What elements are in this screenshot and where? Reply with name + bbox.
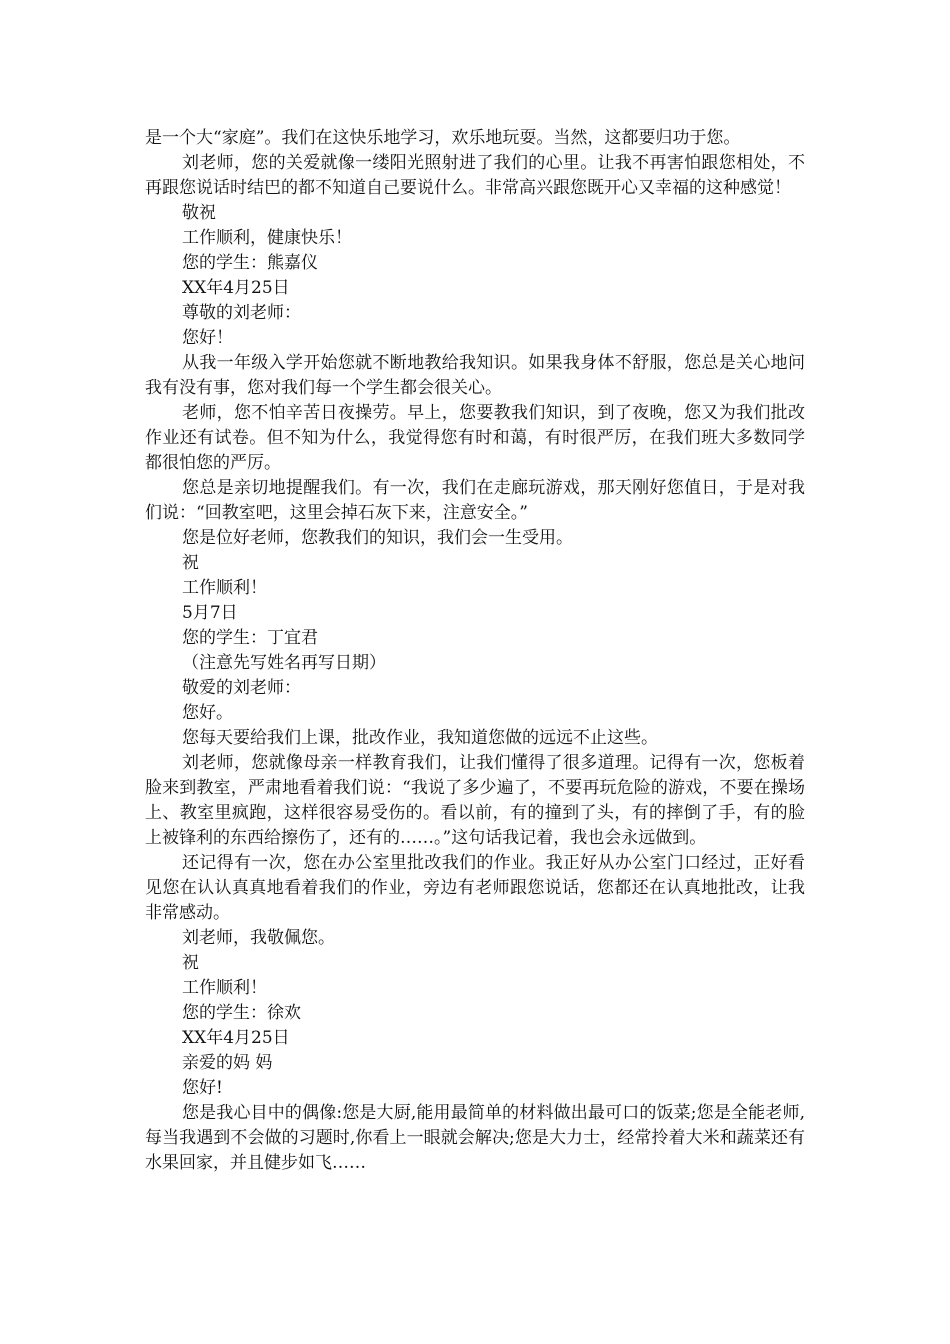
paragraph: 老师，您不怕辛苦日夜操劳。早上，您要教我们知识，到了夜晚，您又为我们批改作业还有试卷。但不知为什么，我觉得您有时和蔼，有时很严厉，在我们班大多数同学都很怕您的严厉。 (145, 403, 805, 473)
paragraph: 工作顺利！ (182, 978, 267, 998)
document-body (145, 126, 805, 1176)
paragraph: XX年4月25日 (182, 1028, 290, 1048)
paragraph: 工作顺利，健康快乐！ (182, 228, 352, 248)
paragraph: 刘老师，您就像母亲一样教育我们，让我们懂得了很多道理。记得有一次，您板着脸来到教室，严肃地看着我们说：“我说了多少遍了，不要再玩危险的游戏，不要在操场上、教室里疯跑，这样很容易受伤的。看以前，有的撞到了头，有的摔倒了手，有的脸上被锋利的东西给擦伤了，还有的……。”这句话我记着，我也会永远做到。 (145, 753, 805, 848)
paragraph: 刘老师，您的关爱就像一缕阳光照射进了我们的心里。让我不再害怕跟您相处，不再跟您说话时结巴的都不知道自己要说什么。非常高兴跟您既开心又幸福的这种感觉！ (145, 153, 805, 198)
paragraph: 工作顺利！ (182, 578, 267, 598)
paragraph: 敬爱的刘老师： (182, 678, 301, 698)
paragraph: 您好! (182, 1078, 223, 1098)
paragraph: 您是位好老师，您教我们的知识，我们会一生受用。 (182, 528, 573, 548)
paragraph: 您的学生：丁宜君 (182, 628, 318, 648)
paragraph: 5月7日 (182, 603, 238, 623)
paragraph: 亲爱的妈 妈 (182, 1053, 273, 1073)
paragraph: XX年4月25日 (182, 278, 290, 298)
paragraph: 从我一年级入学开始您就不断地教给我知识。如果我身体不舒服，您总是关心地问我有没有事，您对我们每一个学生都会很关心。 (145, 353, 805, 398)
paragraph: 祝 (182, 553, 199, 573)
paragraph: 您的学生：徐欢 (182, 1003, 301, 1023)
paragraph: 尊敬的刘老师： (182, 303, 301, 323)
paragraph: 祝 (182, 953, 199, 973)
paragraph: 敬祝 (182, 203, 216, 223)
paragraph: （注意先写姓名再写日期） (182, 653, 386, 673)
paragraph: 您每天要给我们上课，批改作业，我知道您做的远远不止这些。 (182, 728, 658, 748)
paragraph: 您是我心目中的偶像:您是大厨,能用最简单的材料做出最可口的饭菜;您是全能老师,每当我遇到不会做的习题时,你看上一眼就会解决;您是大力士，经常拎着大米和蔬菜还有水果回家，并且健步如飞…… (145, 1103, 805, 1173)
paragraph: 还记得有一次，您在办公室里批改我们的作业。我正好从办公室门口经过，正好看见您在认认真真地看着我们的作业，旁边有老师跟您说话，您都还在认真地批改，让我非常感动。 (145, 853, 805, 923)
paragraph: 刘老师，我敬佩您。 (182, 928, 335, 948)
paragraph: 您总是亲切地提醒我们。有一次，我们在走廊玩游戏，那天刚好您值日，于是对我们说：“回教室吧，这里会掉石灰下来，注意安全。” (145, 478, 805, 523)
paragraph: 您的学生：熊嘉仪 (182, 253, 318, 273)
paragraph: 您好。 (182, 703, 233, 723)
paragraph: 是一个大“家庭”。我们在这快乐地学习，欢乐地玩耍。当然，这都要归功于您。 (145, 128, 741, 148)
paragraph: 您好！ (182, 328, 233, 348)
